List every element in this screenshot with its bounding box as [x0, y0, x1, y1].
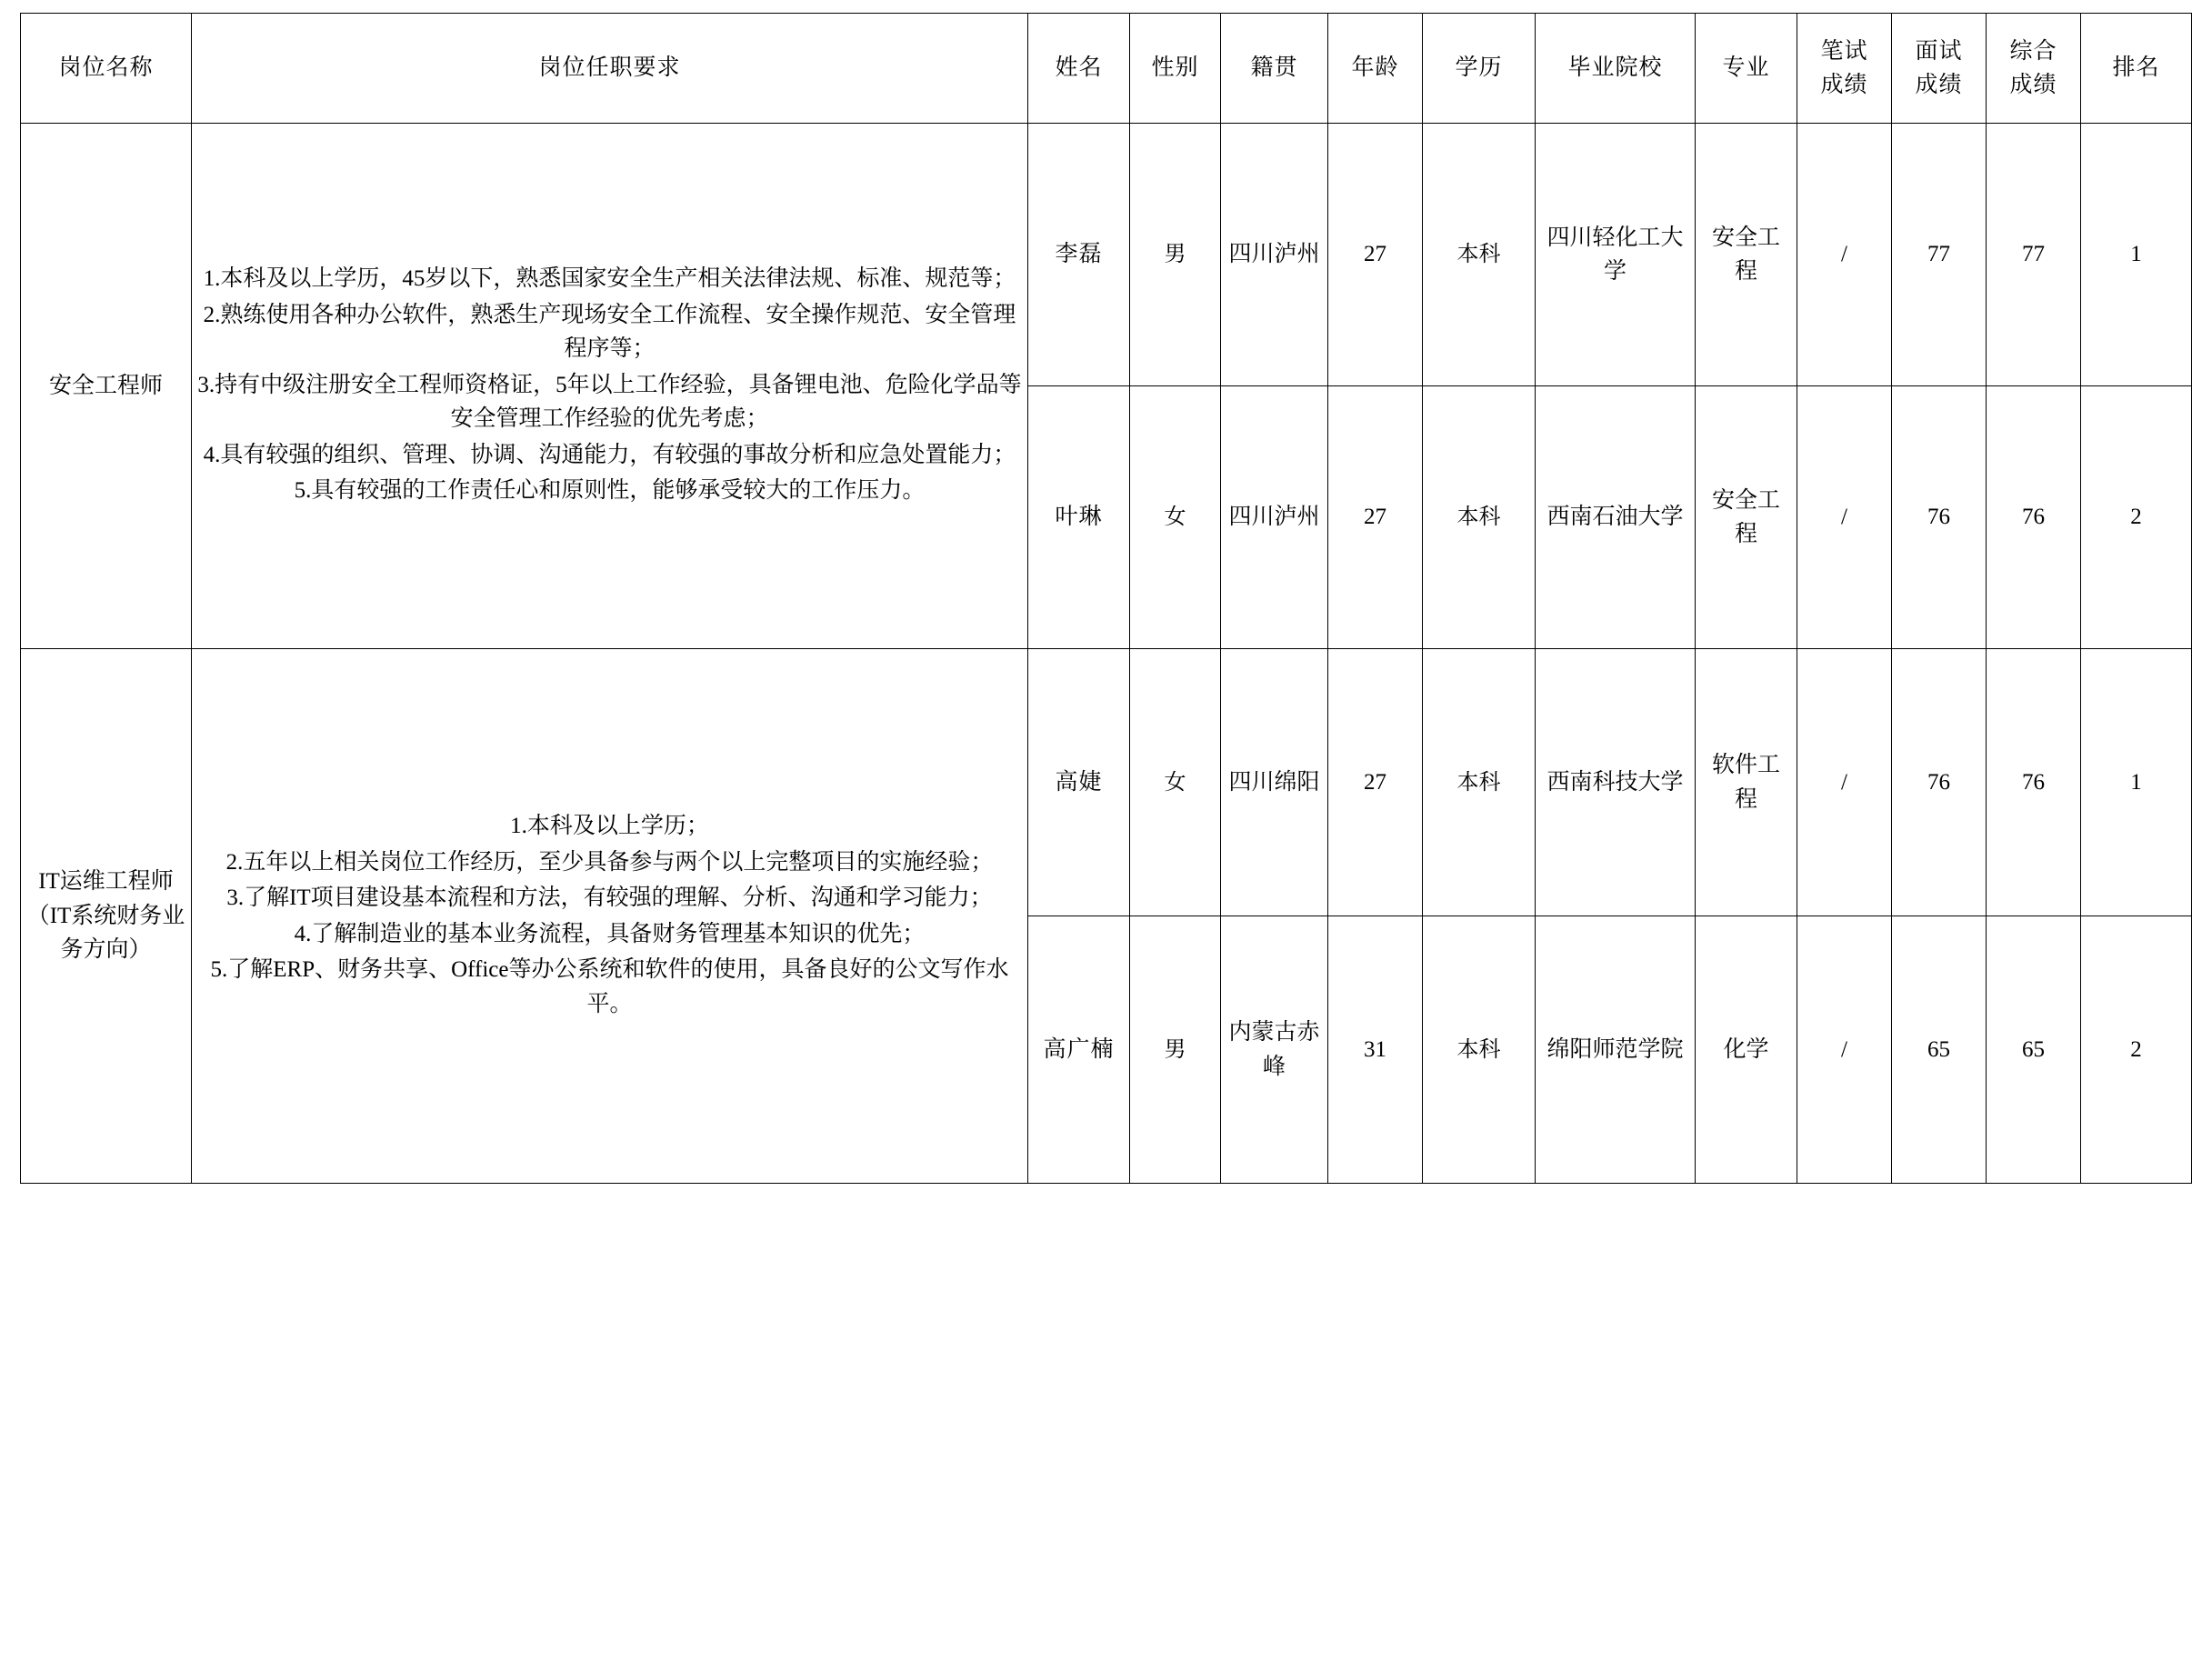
- requirement-line: 3.了解IT项目建设基本流程和方法，有较强的理解、分析、沟通和学习能力；: [226, 886, 993, 910]
- column-header-education: 学历: [1423, 14, 1536, 124]
- requirement-line: 1.本科及以上学历，45岁以下，熟悉国家安全生产相关法律法规、标准、规范等；: [203, 266, 1016, 292]
- written-score-label-line1: 笔试: [1820, 38, 1868, 64]
- candidate-written-score: /: [1797, 916, 1892, 1184]
- requirement-line: 4.具有较强的组织、管理、协调、沟通能力，有较强的事故分析和应急处置能力；: [203, 442, 1016, 467]
- candidate-name: 叶琳: [1028, 386, 1130, 649]
- candidate-rank: 2: [2081, 386, 2192, 649]
- column-header-major: 专业: [1696, 14, 1797, 124]
- candidate-education: 本科: [1423, 916, 1536, 1184]
- requirement-line: 3.持有中级注册安全工程师资格证，5年以上工作经验，具备锂电池、危险化学品等安全管理工作经验的优先考虑；: [197, 372, 1022, 432]
- candidate-age: 27: [1328, 649, 1423, 916]
- requirement-line: 5.了解ERP、财务共享、Office等办公系统和软件的使用，具备良好的公文写作水平。: [210, 957, 1009, 1016]
- candidate-interview-score: 65: [1892, 916, 1987, 1184]
- requirement-line: 4.了解制造业的基本业务流程，具备财务管理基本知识的优先；: [294, 921, 926, 946]
- candidate-interview-score: 76: [1892, 649, 1987, 916]
- candidate-age: 27: [1328, 386, 1423, 649]
- candidate-major: 安全工程: [1696, 124, 1797, 386]
- interview-score-label-line1: 面试: [1915, 38, 1963, 64]
- candidate-gender: 女: [1130, 649, 1221, 916]
- candidate-total-score: 76: [1987, 386, 2081, 649]
- candidate-major: 软件工程: [1696, 649, 1797, 916]
- candidate-major: 化学: [1696, 916, 1797, 1184]
- requirement-line: 5.具有较强的工作责任心和原则性，能够承受较大的工作压力。: [294, 478, 926, 504]
- candidate-education: 本科: [1423, 386, 1536, 649]
- candidate-gender: 女: [1130, 386, 1221, 649]
- candidate-name: 李磊: [1028, 124, 1130, 386]
- candidate-education: 本科: [1423, 649, 1536, 916]
- candidate-rank: 1: [2081, 124, 2192, 386]
- candidate-rank: 2: [2081, 916, 2192, 1184]
- candidate-rank: 1: [2081, 649, 2192, 916]
- candidate-school: 四川轻化工大学: [1536, 124, 1696, 386]
- candidate-written-score: /: [1797, 649, 1892, 916]
- column-header-interview-score: [1892, 14, 1987, 124]
- candidate-school: 绵阳师范学院: [1536, 916, 1696, 1184]
- table-row: [21, 649, 2192, 916]
- candidate-native-place: 四川绵阳: [1221, 649, 1328, 916]
- column-header-rank: 排名: [2081, 14, 2192, 124]
- column-header-native-place: 籍贯: [1221, 14, 1328, 124]
- candidate-name: 高广楠: [1028, 916, 1130, 1184]
- candidate-native-place: 内蒙古赤峰: [1221, 916, 1328, 1184]
- table-body: [21, 124, 2192, 1184]
- requirement-line: 2.五年以上相关岗位工作经历，至少具备参与两个以上完整项目的实施经验；: [225, 849, 994, 875]
- requirement-line: 2.熟练使用各种办公软件，熟悉生产现场安全工作流程、安全操作规范、安全管理程序等；: [203, 302, 1016, 362]
- candidate-name: 高婕: [1028, 649, 1130, 916]
- candidate-written-score: /: [1797, 124, 1892, 386]
- post-requirements-cell: [192, 649, 1028, 1184]
- candidate-major: 安全工程: [1696, 386, 1797, 649]
- post-name-cell: IT运维工程师（IT系统财务业务方向）: [21, 649, 192, 1184]
- candidate-age: 27: [1328, 124, 1423, 386]
- candidate-interview-score: 76: [1892, 386, 1987, 649]
- column-header-written-score: [1797, 14, 1892, 124]
- post-name-cell: 安全工程师: [21, 124, 192, 649]
- table-row: [21, 124, 2192, 386]
- column-header-total-score: [1987, 14, 2081, 124]
- candidate-total-score: 77: [1987, 124, 2081, 386]
- table-header: [21, 14, 2192, 124]
- candidate-native-place: 四川泸州: [1221, 386, 1328, 649]
- column-header-requirements: 岗位任职要求: [192, 14, 1028, 124]
- candidate-school: 西南科技大学: [1536, 649, 1696, 916]
- candidate-school: 西南石油大学: [1536, 386, 1696, 649]
- candidate-total-score: 76: [1987, 649, 2081, 916]
- candidate-interview-score: 77: [1892, 124, 1987, 386]
- total-score-label-line2: 成绩: [2009, 73, 2057, 97]
- candidate-age: 31: [1328, 916, 1423, 1184]
- requirement-line: 1.本科及以上学历；: [510, 814, 709, 838]
- column-header-post-name: 岗位名称: [21, 14, 192, 124]
- candidate-gender: 男: [1130, 916, 1221, 1184]
- candidate-education: 本科: [1423, 124, 1536, 386]
- column-header-school: 毕业院校: [1536, 14, 1696, 124]
- candidate-total-score: 65: [1987, 916, 2081, 1184]
- candidate-written-score: /: [1797, 386, 1892, 649]
- written-score-label-line2: 成绩: [1820, 73, 1868, 97]
- interview-score-label-line2: 成绩: [1915, 73, 1963, 97]
- post-requirements-cell: [192, 124, 1028, 649]
- candidate-gender: 男: [1130, 124, 1221, 386]
- recruitment-results-table: [20, 13, 2192, 1184]
- table-header-row: [21, 14, 2192, 124]
- column-header-name: 姓名: [1028, 14, 1130, 124]
- column-header-gender: 性别: [1130, 14, 1221, 124]
- total-score-label-line1: 综合: [2009, 38, 2057, 64]
- column-header-age: 年龄: [1328, 14, 1423, 124]
- candidate-native-place: 四川泸州: [1221, 124, 1328, 386]
